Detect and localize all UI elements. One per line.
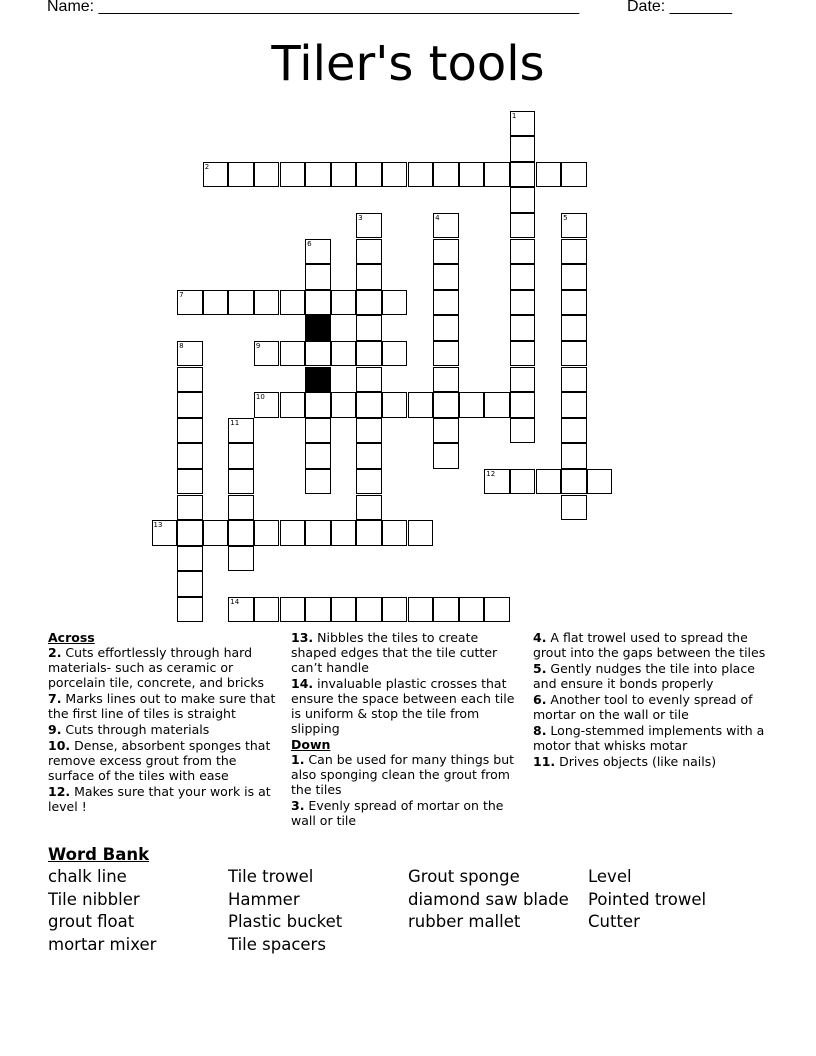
crossword-cell[interactable] — [561, 264, 587, 290]
crossword-cell[interactable] — [433, 443, 459, 469]
crossword-cell[interactable] — [459, 392, 485, 418]
crossword-cell[interactable] — [382, 290, 408, 316]
crossword-cell[interactable] — [484, 469, 510, 495]
crossword-cell[interactable] — [408, 162, 434, 188]
clue-text: Cuts effortlessly through hard materials- such as ceramic or porcelain tile, concrete, and bricks — [48, 645, 265, 690]
crossword-cell[interactable] — [382, 162, 408, 188]
crossword-cell[interactable] — [177, 418, 203, 444]
crossword-cell[interactable] — [510, 290, 536, 316]
word-bank-item: Tile nibbler — [48, 889, 140, 909]
crossword-cell[interactable] — [305, 469, 331, 495]
crossword-cell[interactable] — [280, 290, 306, 316]
crossword-cell[interactable] — [382, 341, 408, 367]
word-bank-item: Tile spacers — [228, 935, 326, 955]
clue — [48, 722, 282, 737]
crossword-cell[interactable] — [228, 290, 254, 316]
crossword-cell[interactable] — [382, 520, 408, 546]
crossword-cell[interactable] — [433, 597, 459, 623]
crossword-cell[interactable] — [228, 418, 254, 444]
crossword-cell[interactable] — [177, 367, 203, 393]
crossword-cell[interactable] — [561, 162, 587, 188]
crossword-cell[interactable] — [433, 315, 459, 341]
clue — [533, 661, 767, 691]
crossword-cell[interactable] — [305, 392, 331, 418]
across-clue-list-continued — [291, 630, 525, 736]
name-field-label: Name: ______________________________________________________ — [47, 0, 580, 15]
word-bank-item: grout float — [48, 912, 135, 932]
crossword-cell[interactable] — [177, 469, 203, 495]
crossword-cell[interactable] — [228, 495, 254, 521]
crossword-cell[interactable] — [382, 597, 408, 623]
crossword-cell[interactable] — [177, 341, 203, 367]
clue-number: 9. — [48, 722, 62, 737]
crossword-cell[interactable] — [254, 341, 280, 367]
clue-text: Nibbles the tiles to create shaped edges that the tile cutter can’t handle — [291, 630, 498, 675]
crossword-cell[interactable] — [382, 392, 408, 418]
crossword-cell[interactable] — [510, 239, 536, 265]
crossword-cell[interactable] — [331, 392, 357, 418]
clue-text: Drives objects (like nails) — [555, 754, 717, 769]
crossword-cell[interactable] — [356, 418, 382, 444]
clue-number: 5. — [533, 661, 547, 676]
clue-text: invaluable plastic crosses that ensure the space between each tile is uniform & stop the tile from slipping — [291, 676, 515, 736]
crossword-cell[interactable] — [305, 264, 331, 290]
word-bank-item: Level — [588, 867, 632, 886]
clue-number: 14. — [291, 676, 314, 691]
clue-number: 6. — [533, 692, 547, 707]
crossword-cell[interactable] — [305, 341, 331, 367]
clue — [291, 798, 525, 828]
clues-column-2 — [291, 630, 525, 829]
crossword-cell[interactable] — [356, 392, 382, 418]
crossword-cell[interactable] — [561, 239, 587, 265]
word-bank-item: Tile trowel — [228, 867, 314, 886]
crossword-cell[interactable] — [177, 495, 203, 521]
clue-number: 13 — [153, 521, 163, 530]
clue-number: 9 — [255, 341, 261, 350]
crossword-cell[interactable] — [331, 162, 357, 188]
crossword-cell[interactable] — [177, 520, 203, 546]
crossword-cell[interactable] — [433, 264, 459, 290]
clue-number: 4. — [533, 630, 547, 645]
crossword-cell[interactable] — [177, 571, 203, 597]
crossword-cell[interactable] — [331, 597, 357, 623]
crossword-cell[interactable] — [356, 597, 382, 623]
crossword-cell[interactable] — [433, 162, 459, 188]
crossword-cell[interactable] — [305, 520, 331, 546]
word-bank-item: Cutter — [588, 912, 640, 932]
clue-number: 3 — [358, 213, 363, 222]
crossword-cell[interactable] — [510, 341, 536, 367]
crossword-cell[interactable] — [228, 469, 254, 495]
crossword-cell[interactable] — [305, 443, 331, 469]
crossword-cell[interactable] — [408, 392, 434, 418]
crossword-cell[interactable] — [561, 418, 587, 444]
crossword-cell[interactable] — [356, 495, 382, 521]
crossword-cell[interactable] — [536, 469, 562, 495]
crossword-cell[interactable] — [177, 443, 203, 469]
clue-text: Cuts through materials — [61, 722, 210, 737]
crossword-cell[interactable] — [510, 187, 536, 213]
clue-number: 10 — [255, 393, 265, 402]
page-title: Tiler's tools — [271, 36, 545, 92]
word-bank-item: Grout sponge — [408, 867, 520, 886]
clue — [533, 723, 767, 753]
crossword-cell[interactable] — [510, 111, 536, 137]
crossword-cell[interactable] — [305, 290, 331, 316]
clue-number: 11 — [230, 418, 240, 427]
crossword-cell[interactable] — [177, 392, 203, 418]
clue-number: 14 — [230, 597, 240, 606]
crossword-cell[interactable] — [356, 290, 382, 316]
crossword-cell[interactable] — [408, 597, 434, 623]
clue-number: 10. — [48, 738, 71, 753]
crossword-cell[interactable] — [280, 392, 306, 418]
crossword-cell[interactable] — [510, 213, 536, 239]
clue-number: 6 — [307, 239, 312, 248]
crossword-cell[interactable] — [305, 597, 331, 623]
clue-number: 1. — [291, 752, 305, 767]
crossword-cell[interactable] — [280, 520, 306, 546]
clue-text: A flat trowel used to spread the grout into the gaps between the tiles — [533, 630, 766, 660]
crossword-cell[interactable] — [356, 469, 382, 495]
crossword-cell[interactable] — [254, 392, 280, 418]
crossword-cell[interactable] — [433, 418, 459, 444]
crossword-cell[interactable] — [459, 162, 485, 188]
crossword-cell[interactable] — [561, 213, 587, 239]
crossword-cell[interactable] — [254, 290, 280, 316]
word-bank-item: Plastic bucket — [228, 912, 343, 932]
crossword-cell[interactable] — [228, 546, 254, 572]
crossword-cell[interactable] — [561, 443, 587, 469]
crossword-cell[interactable] — [356, 315, 382, 341]
crossword-cell[interactable] — [587, 469, 613, 495]
clue-text: Evenly spread of mortar on the wall or tile — [291, 798, 504, 828]
crossword-cell[interactable] — [561, 469, 587, 495]
crossword-cell[interactable] — [510, 264, 536, 290]
clue — [533, 692, 767, 722]
crossword-cell[interactable] — [254, 520, 280, 546]
crossword-cell[interactable] — [356, 443, 382, 469]
crossword-cell[interactable] — [433, 239, 459, 265]
clue-number: 7 — [179, 290, 184, 299]
clues-column-1 — [48, 630, 282, 815]
crossword-black-cell — [305, 315, 331, 341]
clue — [48, 691, 282, 721]
crossword-cell[interactable] — [280, 597, 306, 623]
clue-number: 7. — [48, 691, 62, 706]
clue-text: Another tool to evenly spread of mortar on the wall or tile — [533, 692, 753, 722]
word-bank-item: chalk line — [48, 867, 127, 886]
crossword-cell[interactable] — [356, 239, 382, 265]
clue — [533, 630, 767, 660]
crossword-cell[interactable] — [305, 418, 331, 444]
clue-number: 8 — [179, 341, 184, 350]
crossword-cell[interactable] — [433, 341, 459, 367]
crossword-cell[interactable] — [561, 290, 587, 316]
clue-number: 13. — [291, 630, 314, 645]
word-bank-item: diamond saw blade — [408, 889, 569, 909]
word-bank-item: Pointed trowel — [588, 889, 707, 909]
clue-number: 2 — [204, 162, 210, 171]
clue — [533, 754, 767, 769]
crossword-cell[interactable] — [305, 162, 331, 188]
crossword-cell[interactable] — [561, 495, 587, 521]
clue — [48, 738, 282, 783]
crossword-cell[interactable] — [510, 392, 536, 418]
crossword-cell[interactable] — [177, 597, 203, 623]
crossword-black-cell — [305, 367, 331, 393]
crossword-cell[interactable] — [408, 520, 434, 546]
crossword-cell[interactable] — [484, 597, 510, 623]
crossword-cell[interactable] — [536, 162, 562, 188]
clues-column-3 — [533, 630, 767, 770]
clue — [291, 630, 525, 675]
clue-text: Long-stemmed implements with a motor that whisks motar — [533, 723, 765, 753]
crossword-cell[interactable] — [433, 290, 459, 316]
crossword-cell[interactable] — [331, 341, 357, 367]
crossword-cell[interactable] — [228, 443, 254, 469]
crossword-cell[interactable] — [356, 520, 382, 546]
crossword-cell[interactable] — [203, 520, 229, 546]
crossword-cell[interactable] — [228, 520, 254, 546]
crossword-cell[interactable] — [561, 315, 587, 341]
crossword-cell[interactable] — [510, 367, 536, 393]
crossword-cell[interactable] — [433, 392, 459, 418]
crossword-cell[interactable] — [484, 392, 510, 418]
clue — [291, 676, 525, 736]
crossword-cell[interactable] — [228, 162, 254, 188]
crossword-cell[interactable] — [561, 367, 587, 393]
clue-number: 5 — [563, 213, 568, 222]
down-clue-list-continued — [533, 630, 767, 769]
crossword-cell[interactable] — [510, 315, 536, 341]
clue-number: 8. — [533, 723, 547, 738]
crossword-cell[interactable] — [561, 341, 587, 367]
word-bank-item: rubber mallet — [408, 912, 521, 932]
clue-number: 12 — [486, 469, 496, 478]
crossword-cell[interactable] — [280, 341, 306, 367]
crossword-cell[interactable] — [356, 213, 382, 239]
crossword-cell[interactable] — [356, 367, 382, 393]
crossword-cell[interactable] — [177, 546, 203, 572]
crossword-cell[interactable] — [356, 264, 382, 290]
crossword-cell[interactable] — [510, 469, 536, 495]
crossword-cell[interactable] — [177, 290, 203, 316]
clue-text: Makes sure that your work is at level ! — [48, 784, 271, 814]
clue-text: Marks lines out to make sure that the first line of tiles is straight — [48, 691, 276, 721]
date-field-label: Date: _______ — [627, 0, 732, 15]
clue-number: 4 — [435, 213, 440, 222]
clue-text: Can be used for many things but also sponging clean the grout from the tiles — [291, 752, 515, 797]
crossword-cell[interactable] — [254, 597, 280, 623]
clue-number: 3. — [291, 798, 305, 813]
clue-number: 12. — [48, 784, 71, 799]
crossword-cell[interactable] — [203, 162, 229, 188]
crossword-cell[interactable] — [433, 367, 459, 393]
crossword-cell[interactable] — [331, 520, 357, 546]
word-bank-title: Word Bank — [48, 845, 150, 864]
crossword-cell[interactable] — [484, 162, 510, 188]
across-clue-list — [48, 645, 282, 814]
crossword-cell[interactable] — [254, 162, 280, 188]
clue-text: Gently nudges the tile into place and ensure it bonds properly — [533, 661, 755, 691]
down-heading: Down — [291, 737, 331, 752]
crossword-cell[interactable] — [459, 597, 485, 623]
crossword-cell[interactable] — [331, 290, 357, 316]
clue — [48, 784, 282, 814]
crossword-cell[interactable] — [228, 597, 254, 623]
clue-number: 1 — [511, 111, 517, 120]
clue — [291, 752, 525, 797]
clue — [48, 645, 282, 690]
crossword-cell[interactable] — [561, 392, 587, 418]
clue-number: 2. — [48, 645, 62, 660]
crossword-cell[interactable] — [510, 162, 536, 188]
clue-number: 11. — [533, 754, 556, 769]
down-clue-list — [291, 752, 525, 828]
crossword-cell[interactable] — [356, 162, 382, 188]
crossword-cell[interactable] — [152, 520, 178, 546]
crossword-cell[interactable] — [510, 418, 536, 444]
crossword-cell[interactable] — [280, 162, 306, 188]
crossword-cell[interactable] — [203, 290, 229, 316]
crossword-cell[interactable] — [356, 341, 382, 367]
crossword-cell[interactable] — [433, 213, 459, 239]
word-bank-item: Hammer — [228, 889, 300, 909]
crossword-cell[interactable] — [510, 136, 536, 162]
word-bank-item: mortar mixer — [48, 935, 157, 955]
across-heading: Across — [48, 630, 95, 645]
clue-text: Dense, absorbent sponges that remove excess grout from the surface of the tiles with ease — [48, 738, 271, 783]
crossword-cell[interactable] — [305, 239, 331, 265]
